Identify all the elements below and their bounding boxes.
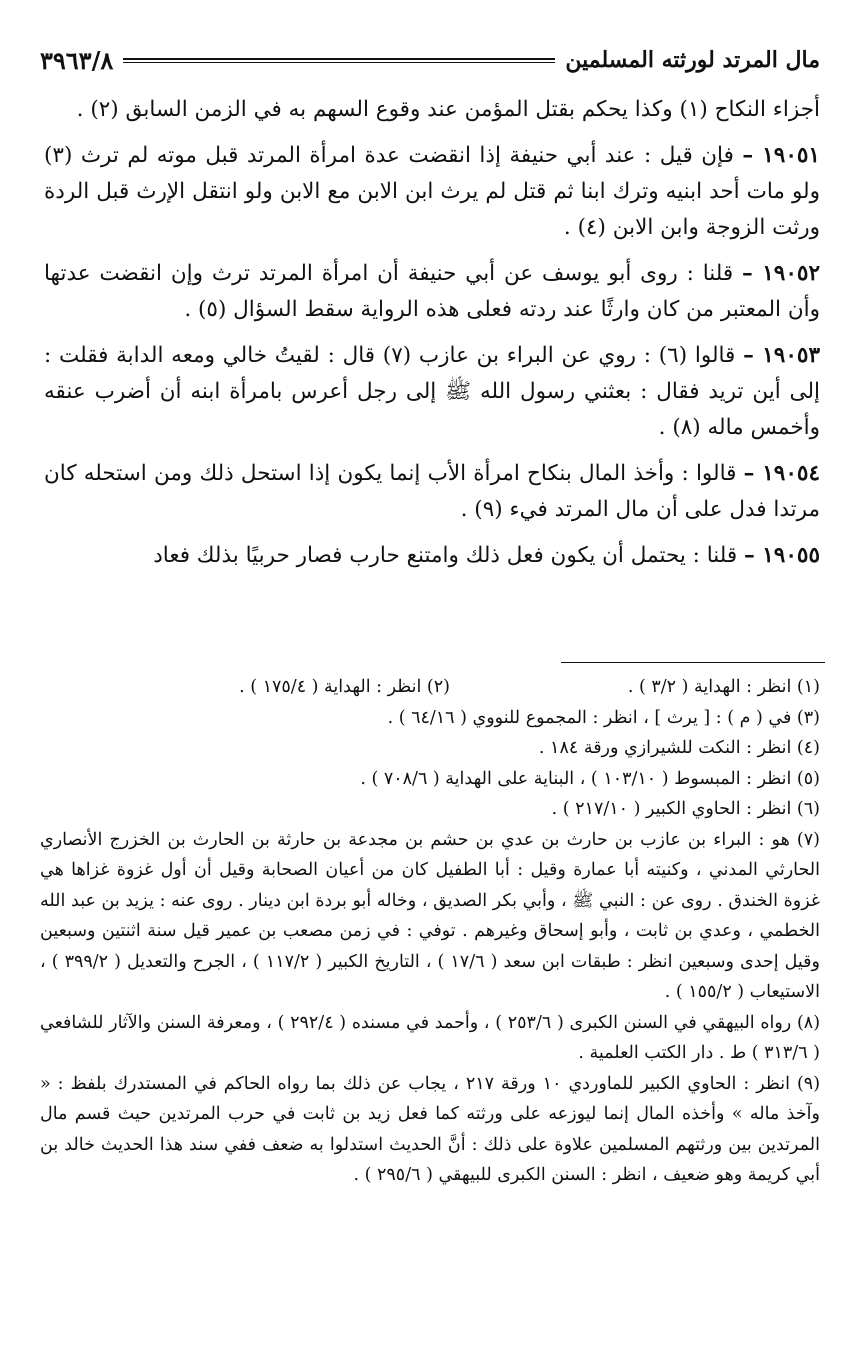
header-rule [123, 58, 555, 63]
paragraph-19053 [44, 338, 820, 446]
page-number: ٣٩٦٣/٨ [40, 45, 114, 75]
paragraph-intro [44, 92, 820, 128]
paragraph-number: ١٩٠٥٢ – [742, 261, 820, 286]
footnote-8: (٨) رواه البيهقي في السنن الكبرى ( ٢٥٣/٦ ) ، وأحمد في مسنده ( ٢٩٢/٤ ) ، ومعرفة السنن والآثار للشافعي ( ٣١٣/٦ ) ط . دار الكتب العلمية . [40, 1012, 821, 1063]
footnote-row [40, 672, 820, 703]
paragraph-number: ١٩٠٥١ – [742, 143, 820, 168]
paragraph-text: قلنا : روى أبو يوسف عن أبي حنيفة أن امرأة المرتد ترث وإن انقضت عدتها وأن المعتبر من كان وارثًا عند ردته فعلى هذه الرواية سقط السؤال (٥) . [44, 261, 820, 322]
footnote-1: (١) انظر : الهداية ( ٣/٢ ) . [627, 677, 820, 697]
footnote-7: (٧) هو : البراء بن عازب بن حارث بن عدي بن حشم بن مجدعة بن حارثة بن الحارث بن الخزرج الأنصاري الحارثي المدني ، وكنيته أبا عمارة وقيل : أبا الطفيل كان من أعيان الصحابة وقيل أن أول غزوة غزاها هي غزوة الخندق . روى عن : النبي ﷺ ، وأبي بكر الصديق ، وخاله أبو بردة ابن دينار . روى عنه : يزيد بن عبد الله الخطمي ، وعدي بن ثابت ، وأبو إسحاق وغيرهم . توفي : في زمن مصعب بن عمير قيل سنة اثنتين وسبعين وقيل إحدى وسبعين انظر : طبقات ابن سعد ( ١٧/٦ ) ، التاريخ الكبير ( ١١٧/٢ ) ، الجرح والتعديل ( ٣٩٩/٢ ) ، الاستيعاب ( ١٥٥/٢ ) . [40, 829, 820, 1002]
footnote-5: (٥) انظر : المبسوط ( ١٠٣/١٠ ) ، البناية على الهداية ( ٧٠٨/٦ ) . [360, 768, 820, 789]
page-header [40, 38, 820, 82]
paragraph-text: قلنا : يحتمل أن يكون فعل ذلك وامتنع حارب فصار حربيًا بذلك فعاد [153, 543, 738, 568]
footnote-4: (٤) انظر : النكت للشيرازي ورقة ١٨٤ . [538, 738, 820, 758]
paragraph-text: أجزاء النكاح (١) وكذا يحكم بقتل المؤمن عند وقوع السهم به في الزمن السابق (٢) . [76, 97, 820, 122]
paragraph-text: فإن قيل : عند أبي حنيفة إذا انقضت عدة امرأة المرتد قبل موته لم ترث (٣) ولو مات أحد ابنيه وترك ابنا ثم قتل لم يرث ابن الابن مع الابن ولو انتقل الإرث قبل الردة ورثت الزوجة وابن الابن (٤) . [44, 143, 820, 240]
paragraph-number: ١٩٠٥٥ – [744, 543, 820, 568]
paragraph-number: ١٩٠٥٤ – [743, 461, 820, 486]
paragraph-number: ١٩٠٥٣ – [743, 343, 820, 368]
main-text [44, 92, 820, 584]
footnote-9: (٩) انظر : الحاوي الكبير للماوردي ١٠ ورقة ٢١٧ ، يجاب عن ذلك بما رواه الحاكم في المستدرك بلفظ : « وآخذ ماله » وأخذه المال إنما ليوزعه على ورثته كما فعل زيد بن ثابت في حرب المرتدين حيث قسم مال المرتدين بين ورثتهم المسلمين علاوة على ذلك : أنَّ الحديث استدلوا به ضعف ففي سند هذا الحديث خالد بن أبي كريمة وهو ضعيف ، انظر : السنن الكبرى للبيهقي ( ٢٩٥/٦ ) . [40, 1073, 821, 1185]
paragraph-19052 [44, 256, 820, 328]
running-title: مال المرتد لورثته المسلمين [565, 47, 820, 73]
footnotes [40, 672, 820, 1191]
paragraph-text: قالوا (٦) : روي عن البراء بن عازب (٧) قال : لقيتُ خالي ومعه الدابة فقلت : إلى أين تريد فقال : بعثني رسول الله ﷺ إلى رجل أعرس بامرأة ابنه أن أضرب عنقه وأخمس ماله (٨) . [44, 343, 820, 440]
paragraph-19055 [44, 538, 820, 574]
paragraph-19054 [44, 456, 820, 528]
paragraph-19051 [44, 138, 820, 246]
footnote-3: (٣) في ( م ) : [ يرث ] ، انظر : المجموع للنووي ( ٦٤/١٦ ) . [387, 707, 820, 728]
footnote-divider [561, 662, 825, 663]
paragraph-text: قالوا : وأخذ المال بنكاح امرأة الأب إنما يكون إذا استحل ذلك ومن استحله كان مرتدا فدل على أن مال المرتد فيء (٩) . [44, 461, 820, 522]
footnote-6: (٦) انظر : الحاوي الكبير ( ٢١٧/١٠ ) . [551, 799, 820, 819]
footnote-2: (٢) انظر : الهداية ( ١٧٥/٤ ) . [239, 677, 450, 697]
